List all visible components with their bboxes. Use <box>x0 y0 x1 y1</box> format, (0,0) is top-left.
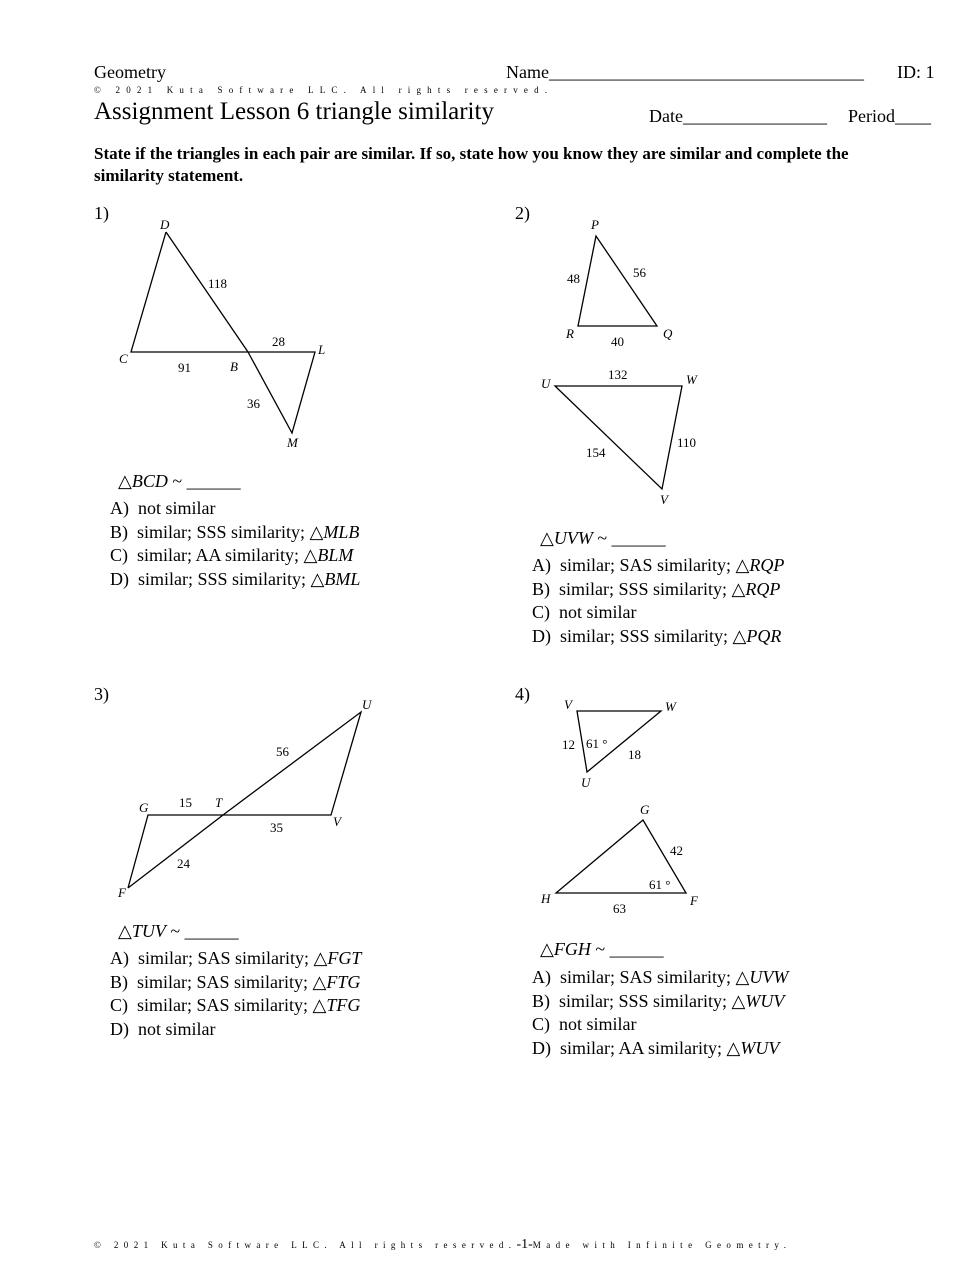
header-copyright: © 2021 Kuta Software LLC. All rights reserved. <box>94 85 554 95</box>
side-gf-measure: 42 <box>670 843 683 858</box>
problem-4-statement: △FGH ~ ______ <box>540 939 664 959</box>
side-pr-measure: 48 <box>567 271 580 286</box>
vertex-q-label: Q <box>663 326 673 341</box>
vertex-p-label: P <box>591 217 599 232</box>
choice-a[interactable]: A) similar; SAS similarity; △UVW <box>532 967 789 987</box>
side-tv-measure: 35 <box>270 820 283 835</box>
problem-1-number: 1) <box>94 203 109 223</box>
worksheet-title: Assignment Lesson 6 triangle similarity <box>94 98 494 125</box>
side-tf-measure: 24 <box>177 856 190 871</box>
problem-2-number: 2) <box>515 203 530 223</box>
side-uv-measure: 154 <box>586 445 606 460</box>
side-vu-measure: 12 <box>562 737 575 752</box>
choice-b[interactable]: B) similar; SSS similarity; △WUV <box>532 990 785 1011</box>
vertex-m-label: M <box>287 435 298 450</box>
name-field-label: Name___________________________________ <box>506 62 864 82</box>
vertex-r-label: R <box>566 326 574 341</box>
problem-2-choices <box>532 554 784 648</box>
side-pq-measure: 56 <box>633 265 646 280</box>
problem-2-statement: △UVW ~ ______ <box>540 528 666 548</box>
course-name: Geometry <box>94 62 166 82</box>
vertex-h-label: H <box>541 891 551 906</box>
vertex-u-label: U <box>541 376 551 391</box>
problem-1-statement: △BCD ~ ______ <box>118 471 241 491</box>
side-uw-measure: 132 <box>608 367 628 382</box>
vertex-g-label: G <box>640 802 650 817</box>
side-rq-measure: 40 <box>611 334 624 349</box>
vertex-d-label: D <box>160 217 170 232</box>
choice-a[interactable]: A) similar; SAS similarity; △RQP <box>532 555 785 575</box>
instructions: State if the triangles in each pair are similar. If so, state how you know they are similar and complete the similarity statement. <box>94 144 849 185</box>
vertex-u-label: U <box>362 697 372 712</box>
side-hf-measure: 63 <box>613 901 626 916</box>
choice-d[interactable]: D) similar; SSS similarity; △BML <box>110 568 361 589</box>
problem-4-figure <box>540 697 699 916</box>
vertex-b-label: B <box>230 359 238 374</box>
side-db-measure: 118 <box>208 276 228 291</box>
triangle-blm <box>248 352 315 433</box>
vertex-w-label: W <box>686 372 697 387</box>
vertex-g-label: G <box>139 800 149 815</box>
angle-f-measure: 61 ° <box>649 877 671 892</box>
triangle-pqr <box>578 236 657 326</box>
vertex-v-label: V <box>660 492 668 507</box>
problem-3-number: 3) <box>94 684 109 704</box>
side-bm-measure: 36 <box>247 396 260 411</box>
choice-c[interactable]: C) not similar <box>532 1014 637 1034</box>
date-field-label: Date________________ <box>649 106 827 126</box>
choice-b[interactable]: B) similar; SAS similarity; △FTG <box>110 971 361 992</box>
period-field-label: Period____ <box>848 106 931 126</box>
choice-c[interactable]: C) not similar <box>532 602 637 622</box>
vertex-f-label: F <box>690 893 698 908</box>
problem-3-figure <box>117 697 373 900</box>
triangle-uvw <box>555 386 682 489</box>
triangle-tfg <box>128 815 223 888</box>
triangle-tuv <box>223 712 361 815</box>
page-number: -1- <box>516 1237 533 1252</box>
problem-2-figure <box>541 217 698 507</box>
problem-3-statement: △TUV ~ ______ <box>118 921 239 941</box>
vertex-w-label: W <box>665 699 676 714</box>
vertex-u-label: U <box>581 775 591 790</box>
footer-copyright: © 2021 Kuta Software LLC. All rights reserved. <box>94 1240 517 1250</box>
choice-d[interactable]: D) similar; SSS similarity; △PQR <box>532 625 782 646</box>
choice-d[interactable]: D) similar; AA similarity; △WUV <box>532 1037 780 1058</box>
side-wv-measure: 110 <box>677 435 697 450</box>
problem-4-number: 4) <box>515 684 530 704</box>
vertex-v-label: V <box>333 814 341 829</box>
footer <box>94 1237 791 1253</box>
footer-credit: Made with Infinite Geometry. <box>532 1240 792 1250</box>
side-cb-measure: 91 <box>178 360 191 375</box>
choice-b[interactable]: B) similar; SSS similarity; △MLB <box>110 521 360 542</box>
vertex-l-label: L <box>318 342 326 357</box>
vertex-v-label: V <box>564 697 572 712</box>
side-bl-measure: 28 <box>272 334 285 349</box>
vertex-c-label: C <box>119 351 128 366</box>
problem-3-choices <box>110 947 361 1041</box>
choice-d[interactable]: D) not similar <box>110 1018 216 1039</box>
choice-c[interactable]: C) similar; AA similarity; △BLM <box>110 545 354 565</box>
worksheet-id: ID: 1 <box>897 62 935 82</box>
triangle-bcd <box>131 232 248 352</box>
choice-a[interactable]: A) not similar <box>110 498 216 518</box>
angle-v-measure: 61 ° <box>586 736 608 751</box>
side-uw-measure: 18 <box>628 747 641 762</box>
choice-b[interactable]: B) similar; SSS similarity; △RQP <box>532 578 781 599</box>
side-gt-measure: 15 <box>179 795 192 810</box>
choice-c[interactable]: C) similar; SAS similarity; △TFG <box>110 995 361 1015</box>
side-tu-measure: 56 <box>276 744 289 759</box>
problem-1-figure <box>119 217 325 450</box>
vertex-f-label: F <box>118 885 126 900</box>
problem-4-choices <box>532 966 788 1060</box>
problem-1-choices <box>110 497 360 591</box>
choice-a[interactable]: A) similar; SAS similarity; △FGT <box>110 948 362 968</box>
vertex-t-label: T <box>215 795 223 810</box>
